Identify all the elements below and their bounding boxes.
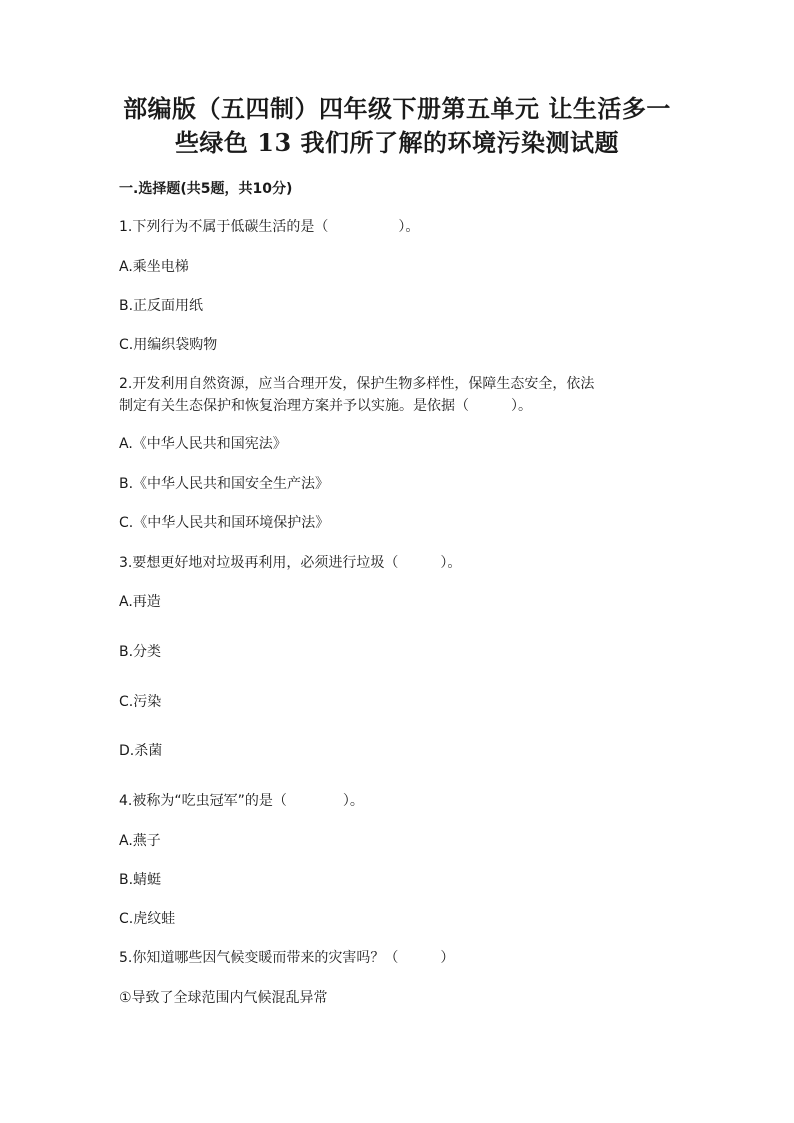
question-2-stem-line-2: 制定有关生态保护和恢复治理方案并予以实施。是依据（ ）。: [119, 398, 532, 414]
question-3-option-c: C.污染: [119, 694, 162, 710]
question-3-stem: 3.要想更好地对垃圾再利用，必须进行垃圾（ ）。: [119, 555, 462, 571]
title-line-1: 部编版（五四制）四年级下册第五单元 让生活多一: [123, 94, 671, 123]
question-3-option-b: B.分类: [119, 644, 162, 660]
question-2-option-c: C.《中华人民共和国环境保护法》: [119, 515, 330, 531]
question-5-item-1: ①导致了全球范围内气候混乱异常: [119, 990, 328, 1006]
question-1-option-a: A.乘坐电梯: [119, 259, 189, 275]
page-title: [100, 92, 694, 160]
question-2-stem-line-1: 2.开发利用自然资源，应当合理开发，保护生物多样性，保障生态安全，依法: [119, 376, 595, 392]
question-1-option-b: B.正反面用纸: [119, 298, 204, 314]
question-4-option-a: A.燕子: [119, 833, 161, 849]
question-3-option-a: A.再造: [119, 594, 161, 610]
question-3-option-d: D.杀菌: [119, 743, 163, 759]
question-4-stem: 4.被称为“吃虫冠军”的是（ ）。: [119, 793, 364, 809]
question-5-stem: 5.你知道哪些因气候变暖而带来的灾害吗？（ ）: [119, 950, 455, 966]
question-1-stem: 1.下列行为不属于低碳生活的是（ ）。: [119, 219, 420, 235]
question-4-option-c: C.虎纹蛙: [119, 911, 176, 927]
question-4-option-b: B.蜻蜓: [119, 872, 162, 888]
title-line-2: 些绿色 13 我们所了解的环境污染测试题: [174, 128, 620, 157]
question-2-option-a: A.《中华人民共和国宪法》: [119, 436, 287, 452]
question-1-option-c: C.用编织袋购物: [119, 337, 218, 353]
section-heading: 一.选择题(共5题，共10分): [119, 181, 293, 197]
question-2-option-b: B.《中华人民共和国安全生产法》: [119, 476, 330, 492]
